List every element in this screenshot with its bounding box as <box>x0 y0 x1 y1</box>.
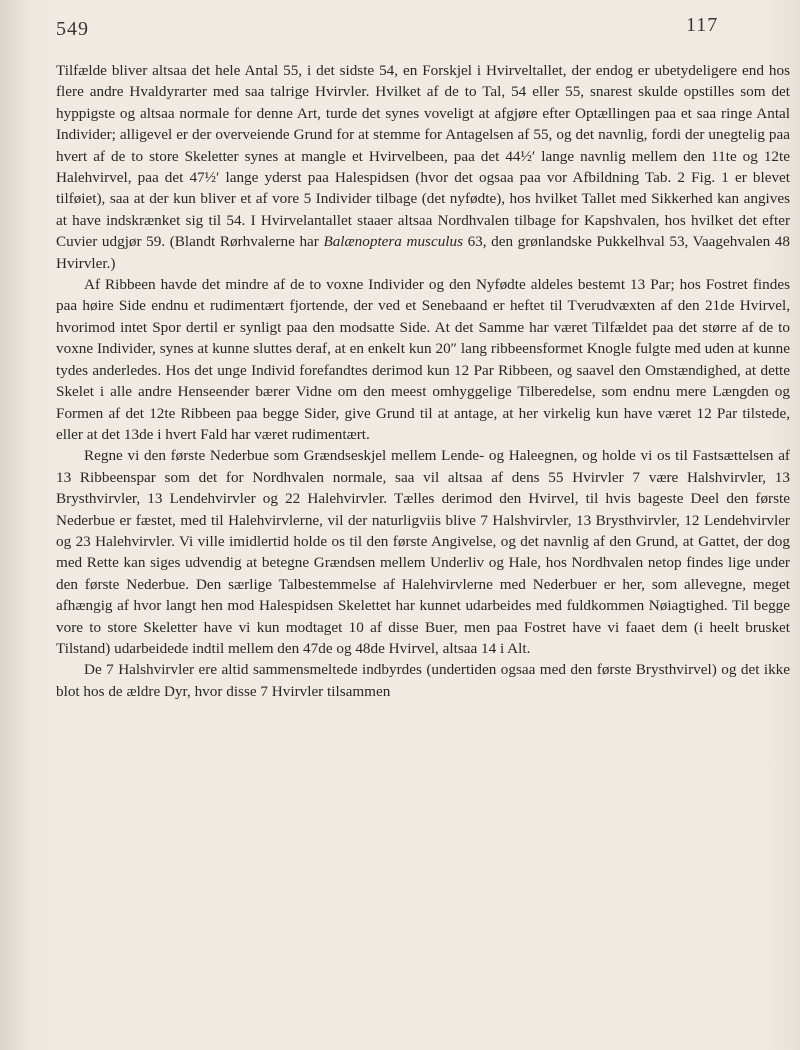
page-number-left: 549 <box>56 18 89 40</box>
paragraph-1 <box>56 60 790 274</box>
species-name: Balænoptera musculus <box>323 233 464 251</box>
page-number-right: 117 <box>686 14 719 36</box>
paragraph-1-tail: 63, den grønlandske Pukkelhval 53, Vaagehvalen 48 Hvirvler.) <box>56 233 790 272</box>
paragraph-4: De 7 Halshvirvler ere altid sammensmeltede indbyrdes (undertiden ogsaa med den første Brysthvirvel) og det ikke blot hos de ældre Dyr, hvor disse 7 Hvirvler tilsammen <box>56 661 790 700</box>
body-text <box>56 60 790 702</box>
paragraph-1-text: Tilfælde bliver altsaa det hele Antal 55, i det sidste 54, en Forskjel i Hvirveltallet, der endog er ubetydeligere end hos flere andre Hvaldyrarter med saa talrige Hvirvler. Hvilket af de to Tal, 54 eller 55, snarest skulde opstilles som det hyppigste og altsaa normale for denne Art, turde det synes voveligt at afgjøre efter Optællingen paa et saa ringe Antal Individer; alligevel er der overveiende Grund for at stemme for Antagelsen af 55, og det navnlig, fordi der unegtelig paa hvert af de to store Skeletter synes at mangle et Hvirvelbeen, paa det 44½′ lange navnlig mellem den 11te og 12te Halehvirvel, paa det 47½′ lange yderst paa Halespidsen (hvor det ogsaa paa vor Afbildning Tab. 2 Fig. 1 er blevet tilføiet), saa at der kun bliver et af vore 5 Individer tilbage (det nyfødte), hos hvilket Tallet med Sikkerhed kan angives at have indskrænket sig til 54. I Hvirvelantallet staaer altsaa Nordhvalen tilbage for Kapshvalen, hos hvilket det efter Cuvier udgjør 59. (Blandt Rørhvalerne har <box>56 62 790 251</box>
paragraph-2: Af Ribbeen havde det mindre af de to voxne Individer og den Nyfødte aldeles bestemt 13 Par; hos Fostret findes paa høire Side endnu et rudimentært fjortende, der ved et Senebaand er heftet til Tverudvæxten af den 21de Hvirvel, hvorimod intet Spor dertil er synligt paa den modsatte Side. At det Samme har været Tilfældet paa det større af de to voxne Individer, synes at kunne sluttes deraf, at en enkelt kun 20″ lang ribbeensformet Knogle fulgte med uden at kunne tydes anderledes. Hos det unge Individ forefandtes derimod kun 12 Par Ribbeen, og saavel den Omstændighed, at dette Skelet i alle andre Henseender bærer Vidne om den meest omhyggelige Tilberedelse, som endnu mere Længden og Formen af det 12te Ribbeen paa begge Sider, give Grund til at antage, at her virkelig kun have været 12 Par tilstede, eller at det 13de i hvert Fald har været rudimentært. <box>56 276 790 443</box>
paragraph-3: Regne vi den første Nederbue som Grændseskjel mellem Lende- og Haleegnen, og holde vi os til Fastsættelsen af 13 Ribbeenspar som det for Nordhvalen normale, saa vil altsaa af dens 55 Hvirvler 7 være Halshvirvler, 13 Brysthvirvler, 13 Lendehvirvler og 22 Halehvirvler. Tælles derimod den Hvirvel, til hvis bageste Deel den første Nederbue er fæstet, med til Halehvirvlerne, vil der naturligviis blive 7 Halshvirvler, 13 Brysthvirvler, 12 Lendehvirvler og 23 Halehvirvler. Vi ville imidlertid holde os til den første Angivelse, og det navnlig af den Grund, at Gattet, der dog med Rette kan siges udvendig at betegne Grændsen mellem Underliv og Hale, hos Nordhvalen netop findes lige under den første Nederbue. Den særlige Talbestemmelse af Halehvirvlerne med Nederbuer er her, som allevegne, meget afhængig af hvor langt hen mod Halespidsen Skelettet har kunnet udarbeides med fuldkommen Nøiagtighed. Til begge vore to store Skeletter have vi kun modtaget 10 af disse Buer, men paa Fostret have vi faaet dem (i heelt brusket Tilstand) udarbeidede indtil mellem den 47de og 48de Hvirvel, altsaa 14 i Alt. <box>56 447 790 657</box>
